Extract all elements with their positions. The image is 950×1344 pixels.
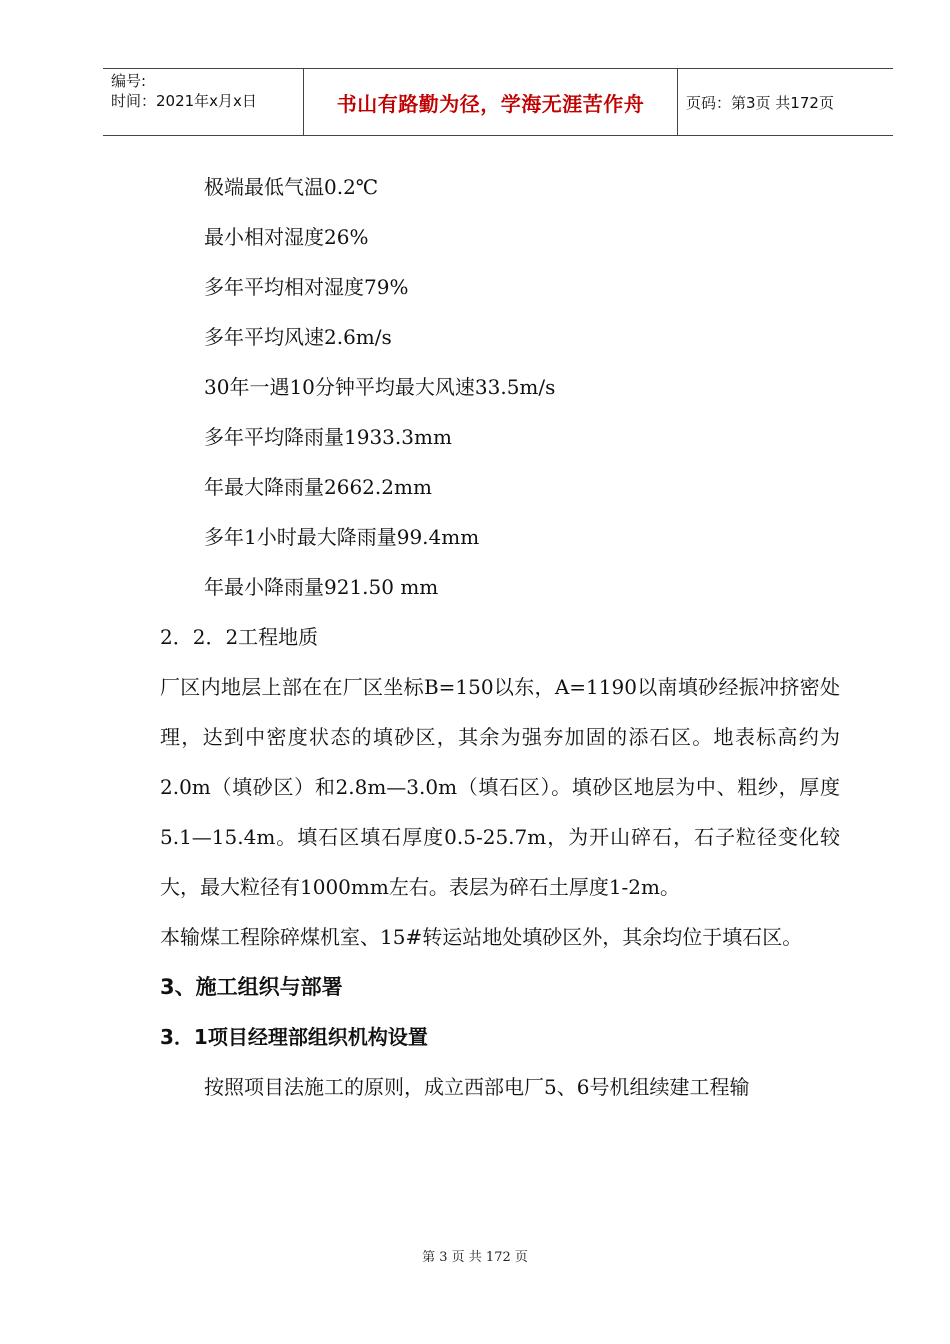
coal-handling-paragraph: 本输煤工程除碎煤机室、15#转运站地处填砂区外，其余均位于填石区。 [160,925,803,949]
header-motto: 书山有路勤为径，学海无涯苦作舟 [304,69,678,135]
document-time: 时间：2021年x月x日 [111,92,257,110]
climate-line: 最小相对湿度26% [204,225,369,249]
section-heading-3: 3、施工组织与部署 [160,975,343,999]
climate-line: 年最小降雨量921.50 mm [204,575,439,599]
header-page-info: 页码：第3页 共172页 [686,93,834,112]
geology-paragraph: 厂区内地层上部在在厂区坐标B=150以东，A=1190以南填砂经振冲挤密处理，达到中密度状态的填砂区，其余为强夯加固的添石区。地表标高约为2.0m（填砂区）和2.8m—3.0m（填石区）。填砂区地层为中、粗纱，厚度5.1—15.4m。填石区填石厚度0.5-25.7m，为开山碎石，石子粒径变化较大，最大粒径有1000mm左右。表层为碎石土厚度1-2m。 [160,675,840,899]
document-number-label: 编号: [111,72,147,90]
climate-line: 极端最低气温0.2℃ [204,175,379,199]
climate-line: 多年平均降雨量1933.3mm [204,425,452,449]
header-meta [103,69,304,135]
page-header [103,68,893,136]
climate-line: 多年平均风速2.6m/s [204,325,392,349]
section-heading-3-1: 3．1项目经理部组织机构设置 [160,1025,428,1049]
page-body [160,162,840,1112]
page-footer: 第 3 页 共 172 页 [422,1250,528,1265]
climate-line: 多年平均相对湿度79% [204,275,409,299]
subsection-heading-geology: 2．2．2工程地质 [160,625,319,649]
climate-line: 年最大降雨量2662.2mm [204,475,432,499]
organization-paragraph: 按照项目法施工的原则，成立西部电厂5、6号机组续建工程输 [204,1075,750,1099]
climate-line: 多年1小时最大降雨量99.4mm [204,525,480,549]
climate-line: 30年一遇10分钟平均最大风速33.5m/s [204,375,556,399]
